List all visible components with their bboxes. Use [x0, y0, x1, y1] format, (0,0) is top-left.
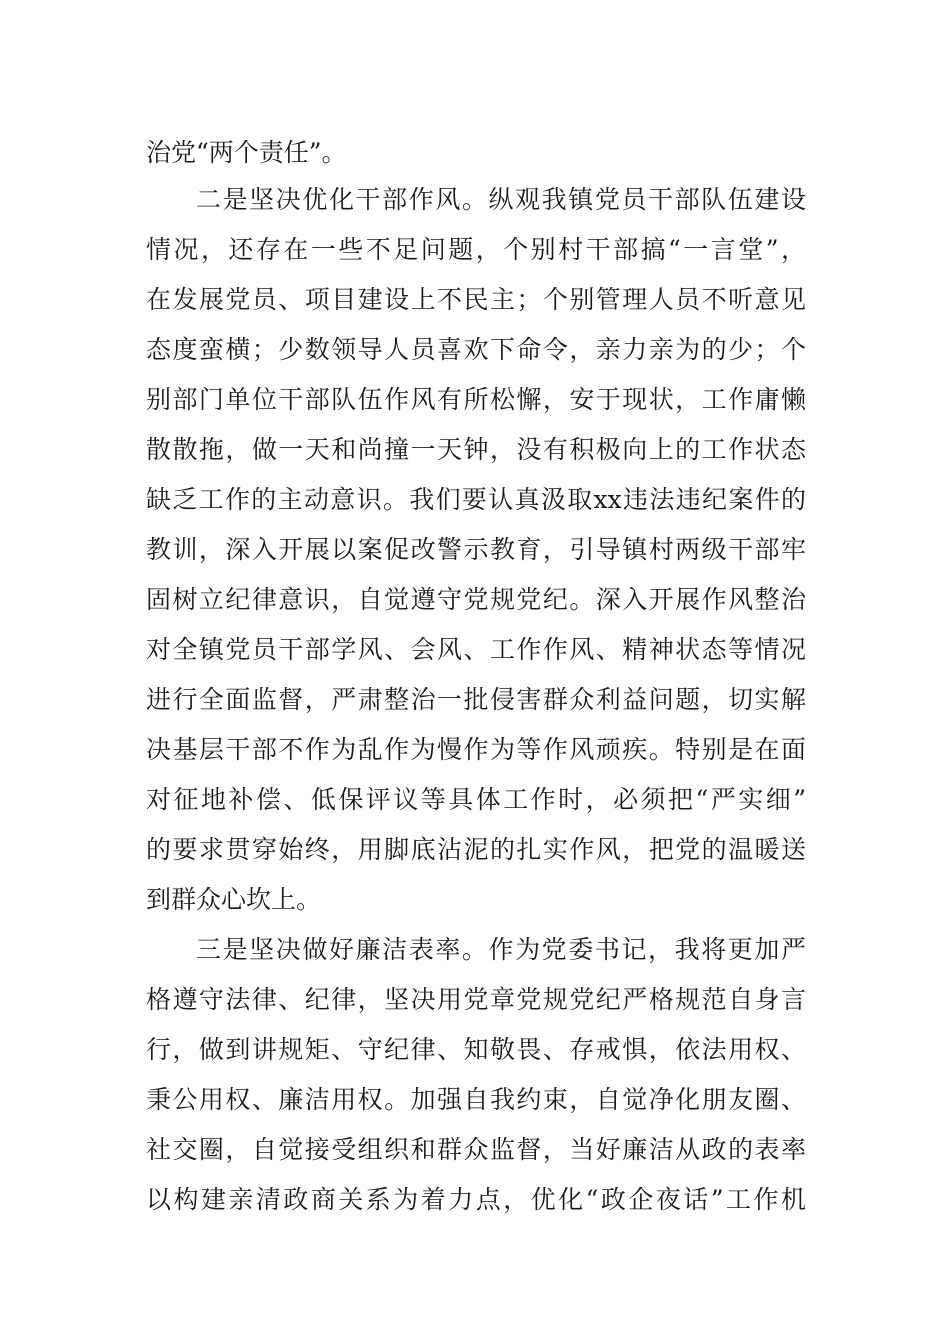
text-line-8: 缺乏工作的主动意识。我们要认真汲取xx违法违纪案件的 [146, 485, 806, 514]
text-line-3: 情况，还存在一些不足问题，个别村干部搞“一言堂”， [146, 235, 806, 264]
text-line-5: 态度蛮横；少数领导人员喜欢下命令，亲力亲为的少；个 [146, 335, 806, 364]
text-line-18: 格遵守法律、纪律，坚决用党章党规党纪严格规范自身言 [146, 985, 806, 1014]
text-line-7: 散散拖，做一天和尚撞一天钟，没有积极向上的工作状态 [146, 435, 806, 464]
text-line-22: 以构建亲清政商关系为着力点，优化“政企夜话”工作机 [146, 1185, 806, 1214]
text-line-16: 到群众心坎上。 [146, 885, 322, 914]
text-line-11: 对全镇党员干部学风、会风、工作作风、精神状态等情况 [146, 635, 806, 664]
text-line-14: 对征地补偿、低保评议等具体工作时，必须把“严实细” [146, 785, 806, 814]
text-line-6: 别部门单位干部队伍作风有所松懈，安于现状，工作庸懒 [146, 385, 806, 414]
text-line-19: 行，做到讲规矩、守纪律、知敬畏、存戒惧，依法用权、 [146, 1035, 806, 1064]
text-line-4: 在发展党员、项目建设上不民主；个别管理人员不听意见 [146, 285, 806, 314]
text-line-12: 进行全面监督，严肃整治一批侵害群众利益问题，切实解 [146, 685, 806, 714]
text-line-10: 固树立纪律意识，自觉遵守党规党纪。深入开展作风整治 [146, 585, 806, 614]
text-line-13: 决基层干部不作为乱作为慢作为等作风顽疾。特别是在面 [146, 735, 806, 764]
text-line-1: 治党“两个责任”。 [146, 138, 347, 167]
paragraph-3-heading-line: 三是坚决做好廉洁表率。作为党委书记，我将更加严 [196, 935, 806, 964]
text-line-20: 秉公用权、廉洁用权。加强自我约束，自觉净化朋友圈、 [146, 1085, 806, 1114]
paragraph-2-heading-line: 二是坚决优化干部作风。纵观我镇党员干部队伍建设 [196, 185, 806, 214]
text-line-21: 社交圈，自觉接受组织和群众监督，当好廉洁从政的表率 [146, 1135, 806, 1164]
text-line-9: 教训，深入开展以案促改警示教育，引导镇村两级干部牢 [146, 535, 806, 564]
text-line-15: 的要求贯穿始终，用脚底沾泥的扎实作风，把党的温暖送 [146, 835, 806, 864]
